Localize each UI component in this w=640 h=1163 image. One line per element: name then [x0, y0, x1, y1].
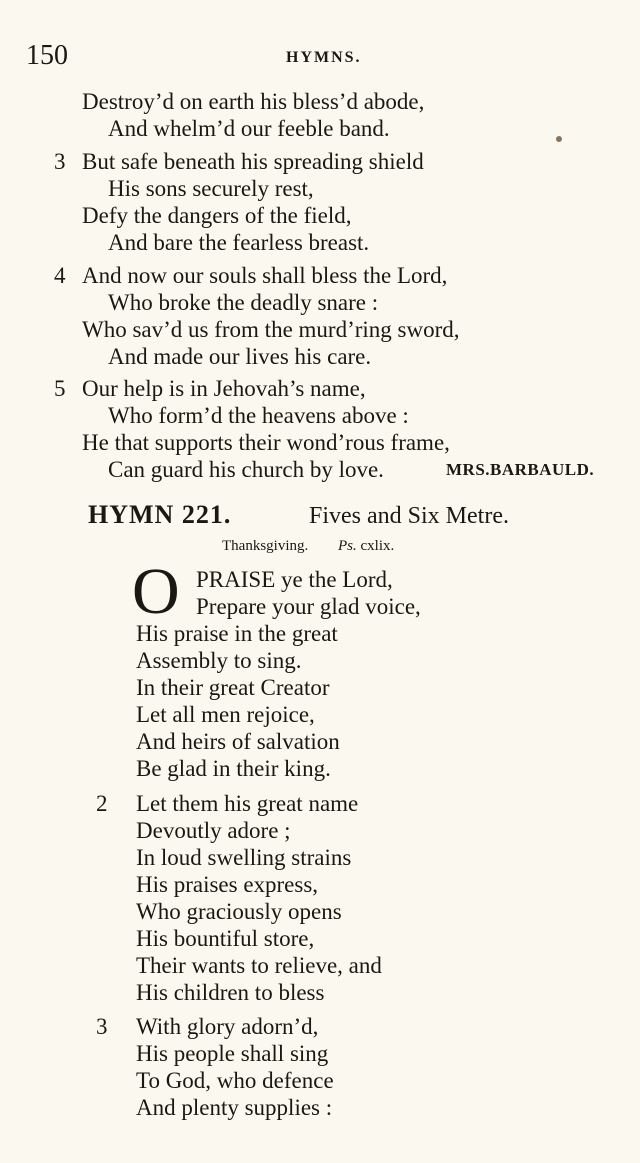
verse-line: Our help is in Jehovah’s name,	[82, 376, 366, 401]
hymn-occasion: Thanksgiving.	[222, 538, 309, 554]
verse-line: Their wants to relieve, and	[136, 953, 382, 978]
verse-line: Who graciously opens	[136, 899, 342, 924]
verse-line: Destroy’d on earth his bless’d abode,	[82, 89, 425, 114]
stanza-number: 3	[96, 1014, 108, 1039]
verse-line: In loud swelling strains	[136, 845, 352, 870]
verse-line: PRAISE ye the Lord,	[196, 567, 393, 592]
verse-line: And now our souls shall bless the Lord,	[82, 263, 448, 288]
verse-line: And bare the fearless breast.	[108, 230, 370, 255]
verse-line: In their great Creator	[136, 675, 330, 700]
verse-line: His sons securely rest,	[108, 176, 314, 201]
psalm-prefix: Ps.	[338, 538, 357, 554]
author-attribution: MRS.BARBAULD.	[446, 460, 595, 479]
verse-line: Who form’d the heavens above :	[108, 403, 409, 428]
verse-line: His bountiful store,	[136, 926, 315, 951]
verse-line: His children to bless	[136, 980, 325, 1005]
verse-line: His people shall sing	[136, 1041, 329, 1066]
verse-line: Let all men rejoice,	[136, 702, 315, 727]
hymn-heading	[88, 500, 628, 530]
verse-line: With glory adorn’d,	[136, 1014, 319, 1039]
drop-cap: O	[132, 555, 180, 628]
stanza-number: 3	[54, 149, 66, 174]
verse-line: And plenty supplies :	[136, 1095, 333, 1120]
verse-line: Can guard his church by love.	[108, 457, 384, 482]
verse-line: But safe beneath his spreading shield	[82, 149, 424, 174]
verse-line: And heirs of salvation	[136, 729, 340, 754]
page-header	[0, 38, 640, 74]
verse-line: His praises express,	[136, 872, 319, 897]
verse-line: Who sav’d us from the murd’ring sword,	[82, 317, 460, 342]
psalm-number: cxlix.	[360, 538, 395, 554]
verse-line: Who broke the deadly snare :	[108, 290, 379, 315]
verse-line: And whelm’d our feeble band.	[108, 116, 390, 141]
stanza-number: 5	[54, 376, 66, 401]
verse-line: Assembly to sing.	[136, 648, 302, 673]
verse-line: Devoutly adore ;	[136, 818, 291, 843]
verse-line: Defy the dangers of the field,	[82, 203, 352, 228]
verse-line: Prepare your glad voice,	[196, 594, 421, 619]
ink-speck	[556, 136, 562, 142]
verse-line: Be glad in their king.	[136, 756, 331, 781]
hymn-metre: Fives and Six Metre.	[309, 503, 509, 529]
verse-line: Let them his great name	[136, 791, 359, 816]
stanza-number: 2	[96, 791, 108, 816]
verse-line: He that supports their wond’rous frame,	[82, 430, 450, 455]
running-head: HYMNS.	[286, 49, 362, 66]
hymn-number: HYMN 221.	[88, 500, 232, 529]
page-number: 150	[26, 40, 68, 71]
stanza-number: 4	[54, 263, 66, 288]
verse-line: To God, who defence	[136, 1068, 334, 1093]
psalm-reference	[338, 536, 394, 556]
verse-line: His praise in the great	[136, 621, 338, 646]
verse-line: And made our lives his care.	[108, 344, 372, 369]
